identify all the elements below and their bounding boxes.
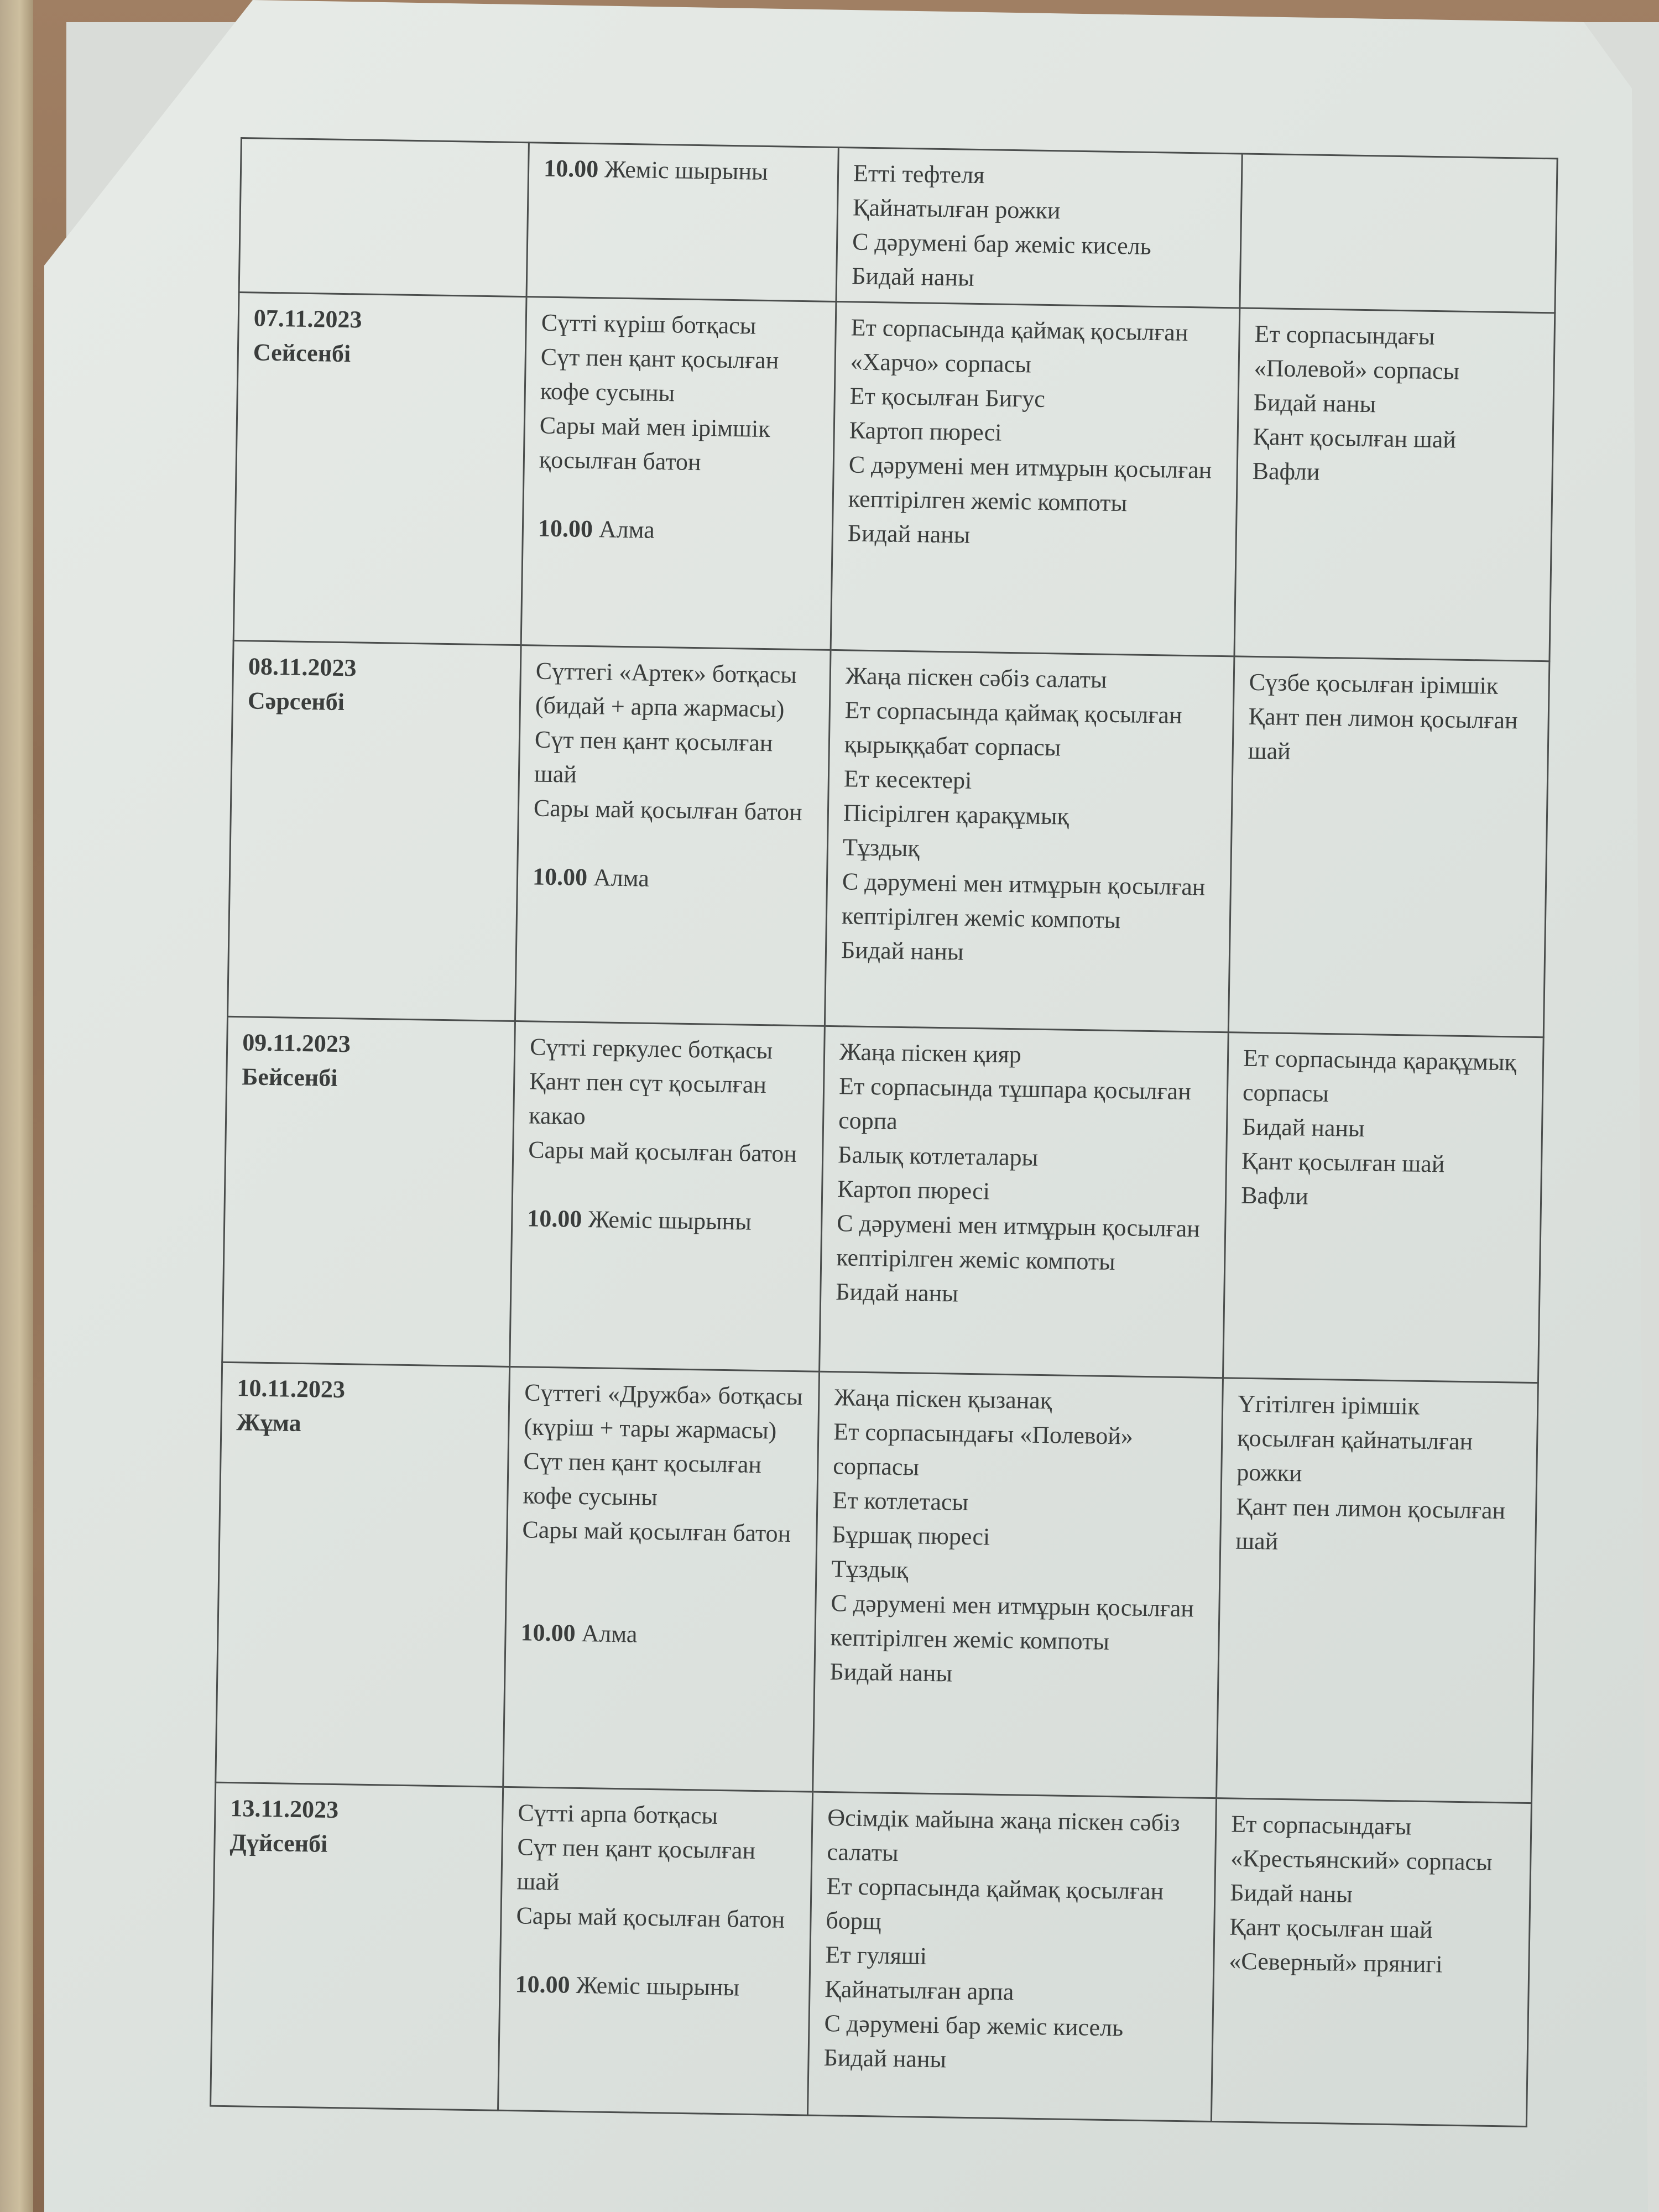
breakfast-item: Сүт пен қант қосылған шай [534, 726, 773, 788]
snack-item: Жеміс шырыны [576, 1971, 740, 2001]
lunch-item: Бидай наны [835, 1278, 959, 1307]
breakfast-item: Сүт пен қант қосылған кофе сусыны [540, 343, 779, 407]
afternoon-item: Ет сорпасында қарақұмық сорпасы [1242, 1044, 1517, 1108]
lunch-item: С дәрумені мен итмұрын қосылған кептірілген жеміс компоты [830, 1589, 1194, 1656]
menu-weekday: Дүйсенбі [229, 1829, 328, 1858]
afternoon-cell [1211, 1798, 1531, 2127]
menu-date: 10.11.2023 [237, 1374, 346, 1404]
afternoon-item: Вафли [1240, 1181, 1309, 1210]
breakfast-item: Сары май мен ірімшік қосылған батон [539, 411, 770, 476]
lunch-item: Жаңа піскен сәбіз салаты [845, 662, 1107, 693]
afternoon-item: Үгітілген ірімшік қосылған қайнатылған рожки [1236, 1390, 1473, 1487]
date-cell [228, 640, 521, 1021]
lunch-item: С дәрумені мен итмұрын қосылған кептірілген жеміс компоты [848, 451, 1212, 517]
menu-date: 09.11.2023 [242, 1029, 351, 1058]
lunch-item: Ет қосылған Бигус [849, 382, 1046, 413]
breakfast-item: Сүттегі «Артек» ботқасы (бидай + арпа жармасы) [535, 657, 797, 723]
lunch-item: Қайнатылған рожки [852, 194, 1061, 225]
lunch-item: Ет сорпасында тұшпара қосылған сорпа [838, 1072, 1192, 1135]
afternoon-item: Ет сорпасындағы «Полевой» сорпасы [1254, 320, 1460, 385]
table-row [222, 1016, 1544, 1383]
afternoon-item: Бидай наны [1241, 1113, 1365, 1142]
date-cell [216, 1362, 510, 1787]
snack-time: 10.00 [520, 1619, 576, 1647]
breakfast-cell [521, 297, 836, 650]
lunch-item: Ет сорпасында қаймақ қосылған борщ [826, 1872, 1164, 1935]
lunch-item: Бидай наны [851, 262, 975, 291]
afternoon-item: Қант қосылған шай [1253, 422, 1457, 453]
afternoon-item: «Северный» прянигі [1229, 1947, 1443, 1978]
afternoon-item: Бидай наны [1253, 388, 1376, 418]
afternoon-item: Вафли [1252, 457, 1320, 486]
lunch-item: Ет котлетасы [832, 1486, 969, 1516]
lunch-item: Бұршақ пюресі [832, 1521, 990, 1551]
lunch-item: Ет гуляші [825, 1941, 927, 1970]
lunch-item: Ет кесектері [843, 765, 972, 794]
lunch-item: Пісірілген қарақұмық [843, 799, 1070, 830]
snack-time: 10.00 [532, 863, 588, 891]
lunch-cell [807, 1792, 1216, 2121]
snack-item: Жеміс шырыны [604, 155, 768, 185]
snack-item: Алма [598, 515, 655, 544]
menu-weekday: Бейсенбі [241, 1063, 338, 1092]
lunch-item: Тұздық [842, 833, 920, 862]
snack-time: 10.00 [526, 1204, 582, 1233]
snack-time: 10.00 [538, 514, 593, 543]
breakfast-item: Сүт пен қант қосылған кофе сусыны [523, 1447, 762, 1511]
lunch-item: Бидай наны [823, 2043, 947, 2073]
afternoon-item: Қант қосылған шай [1241, 1147, 1445, 1178]
lunch-cell [825, 650, 1234, 1032]
lunch-cell [836, 147, 1242, 307]
breakfast-item: Сүттегі «Дружба» ботқасы (күріш + тары жармасы) [524, 1379, 803, 1444]
date-cell [233, 292, 526, 645]
lunch-item: Етті тефтеля [853, 159, 985, 189]
lunch-item: Балық котлеталары [837, 1141, 1039, 1171]
breakfast-item: Сары май қосылған батон [528, 1136, 797, 1168]
breakfast-item: Сүтті арпа ботқасы [518, 1799, 718, 1829]
snack-item: Жеміс шырыны [587, 1206, 752, 1235]
menu-table-body [211, 138, 1558, 2127]
lunch-item: Картоп пюресі [837, 1175, 990, 1205]
date-cell [211, 1782, 503, 2110]
afternoon-item: Ет сорпасындағы «Крестьянский» сорпасы [1230, 1810, 1493, 1876]
lunch-item: Ет сорпасында қаймақ қосылған «Харчо» сорпасы [850, 314, 1188, 378]
breakfast-cell [498, 1787, 813, 2115]
lunch-item: Картоп пюресі [849, 416, 1002, 446]
lunch-item: Ет сорпасындағы «Полевой» сорпасы [833, 1418, 1134, 1481]
date-cell [239, 138, 529, 297]
lunch-item: Бидай наны [830, 1658, 953, 1687]
lunch-cell [831, 301, 1240, 656]
lunch-item: С дәрумені бар жеміс кисель [824, 2010, 1124, 2042]
lunch-item: С дәрумені мен итмұрын қосылған кептірілген жеміс компоты [841, 868, 1206, 934]
menu-weekday: Сәрсенбі [247, 687, 345, 716]
breakfast-item: Сүт пен қант қосылған шай [517, 1833, 756, 1896]
lunch-item: Тұздық [831, 1555, 909, 1584]
menu-date: 13.11.2023 [230, 1794, 339, 1824]
afternoon-cell [1240, 154, 1557, 313]
menu-table [210, 137, 1558, 2127]
breakfast-cell [515, 645, 831, 1026]
lunch-item: Бидай наны [841, 936, 964, 966]
snack-time: 10.00 [515, 1970, 570, 1999]
breakfast-item: Сүтті геркулес ботқасы [529, 1033, 773, 1065]
desk-edge [0, 0, 33, 2212]
lunch-item: С дәрумені бар жеміс кисель [852, 228, 1152, 260]
menu-date: 08.11.2023 [248, 653, 357, 682]
menu-weekday: Жұма [236, 1408, 302, 1437]
menu-weekday: Сейсенбі [253, 338, 351, 368]
breakfast-item: Қант пен сүт қосылған какао [528, 1067, 767, 1130]
afternoon-cell [1217, 1378, 1538, 1803]
afternoon-item: Сүзбе қосылған ірімшік [1249, 668, 1499, 700]
lunch-cell [820, 1026, 1229, 1378]
lunch-item: Қайнатылған арпа [825, 1975, 1014, 2006]
snack-item: Алма [581, 1620, 638, 1648]
snack-time: 10.00 [543, 154, 599, 183]
snack-item: Алма [593, 864, 650, 892]
menu-table-container [210, 137, 1557, 2104]
date-cell [222, 1016, 515, 1366]
breakfast-cell [503, 1366, 820, 1792]
lunch-item: Бидай наны [847, 519, 971, 549]
breakfast-item: Сары май қосылған батон [516, 1902, 785, 1933]
afternoon-item: Қант пен лимон қосылған шай [1248, 702, 1518, 765]
table-row [233, 292, 1555, 661]
afternoon-cell [1234, 308, 1555, 661]
breakfast-item: Сары май қосылған батон [522, 1516, 791, 1547]
menu-date: 07.11.2023 [253, 304, 362, 333]
table-row [239, 138, 1557, 313]
breakfast-cell [526, 143, 838, 302]
breakfast-cell [510, 1021, 825, 1371]
afternoon-cell [1228, 656, 1550, 1037]
table-row [216, 1362, 1538, 1803]
breakfast-item: Сары май қосылған батон [533, 794, 803, 826]
lunch-item: Жаңа піскен қызанақ [833, 1384, 1052, 1415]
afternoon-cell [1223, 1032, 1543, 1383]
lunch-cell [813, 1371, 1223, 1798]
table-row [211, 1782, 1532, 2126]
afternoon-item: Қант қосылған шай [1229, 1913, 1433, 1944]
afternoon-item: Бидай наны [1229, 1879, 1353, 1908]
afternoon-item: Қант пен лимон қосылған шай [1235, 1493, 1506, 1555]
table-row [228, 640, 1550, 1037]
lunch-item: Жаңа піскен қияр [839, 1038, 1022, 1068]
lunch-item: С дәрумені мен итмұрын қосылған кептірілген жеміс компоты [836, 1209, 1201, 1276]
lunch-item: Ет сорпасында қаймақ қосылған қырыққабат сорпасы [844, 696, 1182, 761]
breakfast-item: Сүтті күріш ботқасы [541, 309, 757, 340]
lunch-item: Өсімдік майына жаңа піскен сәбіз салаты [827, 1804, 1181, 1867]
